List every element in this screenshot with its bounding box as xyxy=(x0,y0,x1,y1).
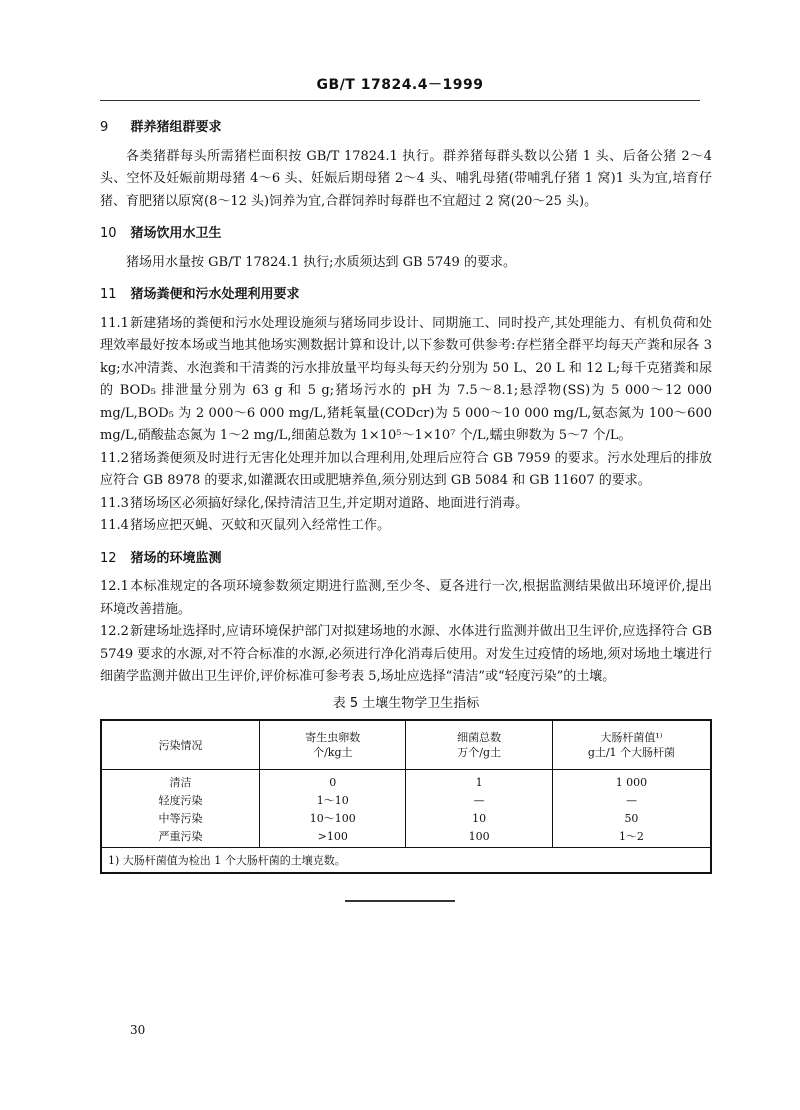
table-row xyxy=(101,791,711,809)
table-cell: 1 xyxy=(406,770,552,792)
table-cell: 50 xyxy=(552,809,711,827)
page-content xyxy=(100,117,712,874)
table-row xyxy=(101,770,711,792)
table-footnote: 1) 大肠杆菌值为检出 1 个大肠杆菌的土壤克数。 xyxy=(101,848,711,874)
table-header-row xyxy=(101,720,711,770)
clause: 11.3猪场场区必须搞好绿化,保持清洁卫生,并定期对道路、地面进行消毒。 xyxy=(100,495,529,511)
header-rule xyxy=(100,100,700,101)
table-row xyxy=(101,827,711,848)
page-number: 30 xyxy=(130,1023,146,1037)
table-cell: 1～10 xyxy=(260,791,406,809)
table-cell: 1 000 xyxy=(552,770,711,792)
table-cell: 中等污染 xyxy=(101,809,260,827)
section-heading: 10 猪场饮用水卫生 xyxy=(100,226,222,241)
section-paragraph: 各类猪群每头所需猪栏面积按 GB/T 17824.1 执行。群养猪每群头数以公猪 1 头、后备公猪 2～4 头、空怀及妊娠前期母猪 4～6 头、妊娠后期母猪 2～4 头、哺乳母猪(带哺乳仔猪 1 窝)1 头为宜,培育仔猪、育肥猪以原窝(8～12 头)饲养为宜,合群饲养时每群也不宜超过 2 窝(20～25 头)。 xyxy=(100,148,712,209)
end-of-standard-rule xyxy=(345,900,455,902)
clause: 11.1新建猪场的粪便和污水处理设施须与猪场同步设计、同期施工、同时投产,其处理能力、有机负荷和处理效率最好按本场或当地其他场实测数据计算和设计,以下参数可供参考:存栏猪全群平均每天产粪和尿各 3 kg;水冲清粪、水泡粪和干清粪的污水排放量平均每头每天约分别为 50 L、20 L 和 12 L;每千克猪粪和尿的 BOD₅ 排泄量分别为 63 g 和 5 g;猪场污水的 pH 为 7.5～8.1;悬浮物(SS)为 5 000～12 000 mg/L,BOD₅ 为 2 000～6 000 mg/L,猪耗氧量(CODcr)为 5 000～10 000 mg/L,氨态氮为 100～600 mg/L,硝酸盐态氮为 1～2 mg/L,细菌总数为 1×10⁵～1×10⁷ 个/L,蠕虫卵数为 5～7 个/L。 xyxy=(100,315,712,443)
section-heading: 11 猪场粪便和污水处理利用要求 xyxy=(100,287,300,302)
table-cell: 10～100 xyxy=(260,809,406,827)
table-cell: 1～2 xyxy=(552,827,711,848)
section-paragraph: 猪场用水量按 GB/T 17824.1 执行;水质须达到 GB 5749 的要求。 xyxy=(126,254,516,270)
clause: 12.1本标准规定的各项环境参数须定期进行监测,至少冬、夏各进行一次,根据监测结果做出环境评价,提出环境改善措施。 xyxy=(100,579,712,617)
table-cell: >100 xyxy=(260,827,406,848)
standard-code-header: GB/T 17824.4－1999 xyxy=(316,77,484,93)
clause: 11.4猪场应把灭蝇、灭蚊和灭鼠列入经常性工作。 xyxy=(100,518,391,533)
clause: 12.2新建场址选择时,应请环境保护部门对拟建场地的水源、水体进行监测并做出卫生评价,应选择符合 GB 5749 要求的水源,对不符合标准的水源,必须进行净化消毒后使用。对发生过疫情的场地,须对场地土壤进行细菌学监测并做出卫生评价,评价标准可参考表 5,场址应选择“清洁”或“轻度污染”的土壤。 xyxy=(100,624,712,684)
table-header-cell: 大肠杆菌值¹⁾ g土/1 个大肠杆菌 xyxy=(552,720,711,770)
table-cell: 轻度污染 xyxy=(101,791,260,809)
table-cell: — xyxy=(552,791,711,809)
soil-hygiene-table xyxy=(100,719,712,874)
clause: 11.2猪场粪便须及时进行无害化处理并加以合理利用,处理后应符合 GB 7959 的要求。污水处理后的排放应符合 GB 8978 的要求,如灌溉农田或肥塘养鱼,须分别达到 GB 5084 和 GB 11607 的要求。 xyxy=(100,450,712,488)
section-heading: 9 群养猪组群要求 xyxy=(100,120,222,135)
section-heading: 12 猪场的环境监测 xyxy=(100,550,222,566)
table-footnote-row xyxy=(101,848,711,874)
table-cell: 清洁 xyxy=(101,770,260,792)
table-cell: 0 xyxy=(260,770,406,792)
table-header-cell: 污染情况 xyxy=(101,720,260,770)
table-caption: 表 5 土壤生物学卫生指标 xyxy=(332,695,480,711)
table-header-cell: 细菌总数 万个/g土 xyxy=(406,720,552,770)
table-cell: — xyxy=(406,791,552,809)
table-cell: 10 xyxy=(406,809,552,827)
table-header-cell: 寄生虫卵数 个/kg土 xyxy=(260,720,406,770)
table-row xyxy=(101,809,711,827)
table-cell: 100 xyxy=(406,827,552,848)
table-cell: 严重污染 xyxy=(101,827,260,848)
